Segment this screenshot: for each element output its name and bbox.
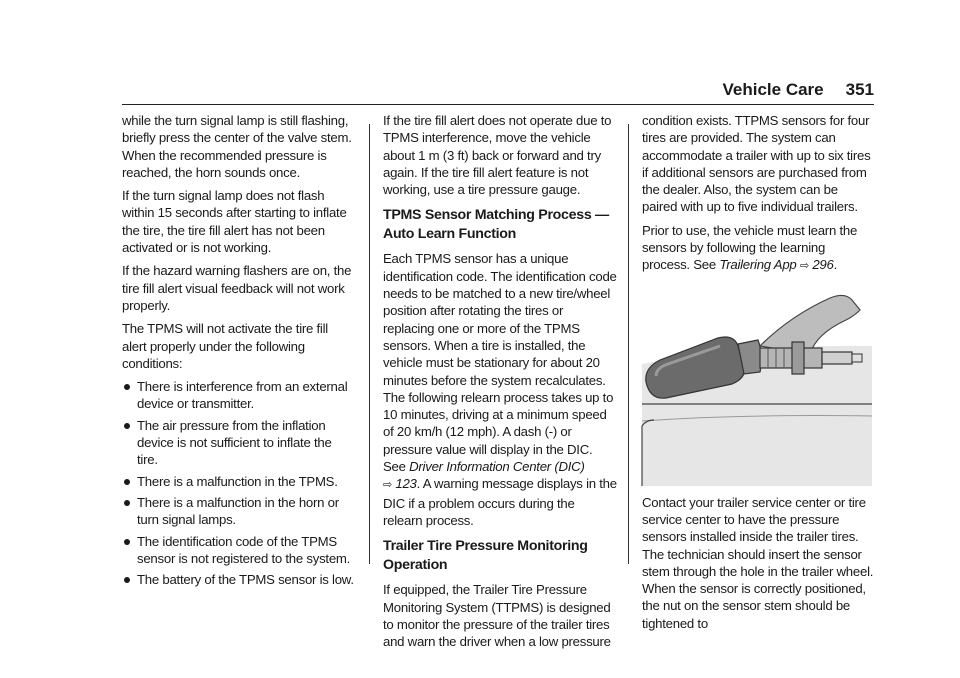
conditions-list [122,378,354,588]
paragraph: while the turn signal lamp is still flashing, briefly press the center of the valve stem. When the recommended pressure is reached, the horn sounds once. [122,113,352,180]
stem-cap-shape [852,354,862,362]
tire-bead-shape [760,295,860,354]
column-2 [383,112,617,656]
paragraph-text: Prior to use, the vehicle must learn the sensors by following the learning process. See [642,222,858,273]
page-header [122,80,874,100]
right-arrow-outline-icon: ⇨ [383,479,392,492]
column-divider-1 [369,124,370,564]
paragraph: If equipped, the Trailer Tire Pressure Monitoring System (TTPMS) is designed to monitor the pressure of the trailer tires and warn the driver when a low pressure [383,582,611,650]
tpms-sensor-illustration-svg [640,286,874,486]
tpms-sensor-illustration [640,286,874,486]
page-number: 351 [845,80,874,99]
paragraph: Contact your trailer service center or tire service center to have the pressure sensors installed inside the trailer tires. The technician should insert the sensor stem through the hole in the trailer wheel. When the sensor is correctly positioned, the nut on the sensor stem should be tightened to [642,494,874,631]
list-item: There is a malfunction in the TPMS. [122,473,354,490]
section-heading: Trailer Tire Pressure Monitoring Operation [383,538,588,574]
right-arrow-outline-icon: ⇨ [799,260,809,273]
column-divider-2 [628,124,629,564]
paragraph: If the turn signal lamp does not flash within 15 seconds after starting to inflate the tire, the tire fill alert has not been activated or is not working. [122,188,347,256]
list-item: There is a malfunction in the horn or turn signal lamps. [122,494,354,529]
paragraph [642,222,876,276]
list-item: There is interference from an external device or transmitter. [122,378,354,413]
stem-nut-shape [792,342,804,374]
list-item: The battery of the TPMS sensor is low. [122,571,354,588]
paragraph: condition exists. TTPMS sensors for four tires are provided. The system can accommodate a trailer with up to six tires if additional sensors are purchased from the dealer. Also, the system can be paired with up to five individual trailers. [642,113,871,215]
column-3 [642,112,876,638]
section-title: Vehicle Care [722,80,824,99]
column-1 [122,112,354,592]
paragraph-text: . A warning message displays in the DIC if a problem occurs during the relearn process. [383,476,617,528]
paragraph: If the hazard warning flashers are on, the tire fill alert visual feedback will not work properly. [122,263,352,313]
cross-reference-link[interactable]: Trailering App [719,257,797,273]
page-reference-link[interactable]: 296 [812,257,834,273]
stem-tip-shape [822,352,852,364]
paragraph-text: . [833,257,838,273]
section-heading: TPMS Sensor Matching Process — Auto Learn Function [383,207,609,243]
paragraph-text: Each TPMS sensor has a unique identification code. The identification code needs to be matched to a new tire/wheel position after rotating the tires or replacing one or more of the TPMS sensors. When a tire is installed, the vehicle must be stationary for about 20 minutes before the system recalculates. The following relearn process takes up to 10 minutes, driving at a minimum speed of 20 km/h (12 mph). A dash (-) or pressure value will display in the DIC. See [383,251,617,475]
paragraph: The TPMS will not activate the tire fill alert properly under the following conditions: [122,321,328,371]
list-item: The air pressure from the inflation device is not sufficient to inflate the tire. [122,417,354,469]
list-item: The identification code of the TPMS sensor is not registered to the system. [122,533,354,568]
page-reference-link[interactable]: 123 [395,476,417,492]
header-rule [122,104,874,105]
valve-stem-shape [760,348,822,368]
cross-reference-link[interactable]: Driver Information Center (DIC) [409,459,585,475]
paragraph [383,250,617,529]
paragraph: If the tire fill alert does not operate due to TPMS interference, move the vehicle about 1 m (3 ft) back or forward and try again. If the tire fill alert feature is not working, use a tire pressure gauge. [383,113,612,198]
